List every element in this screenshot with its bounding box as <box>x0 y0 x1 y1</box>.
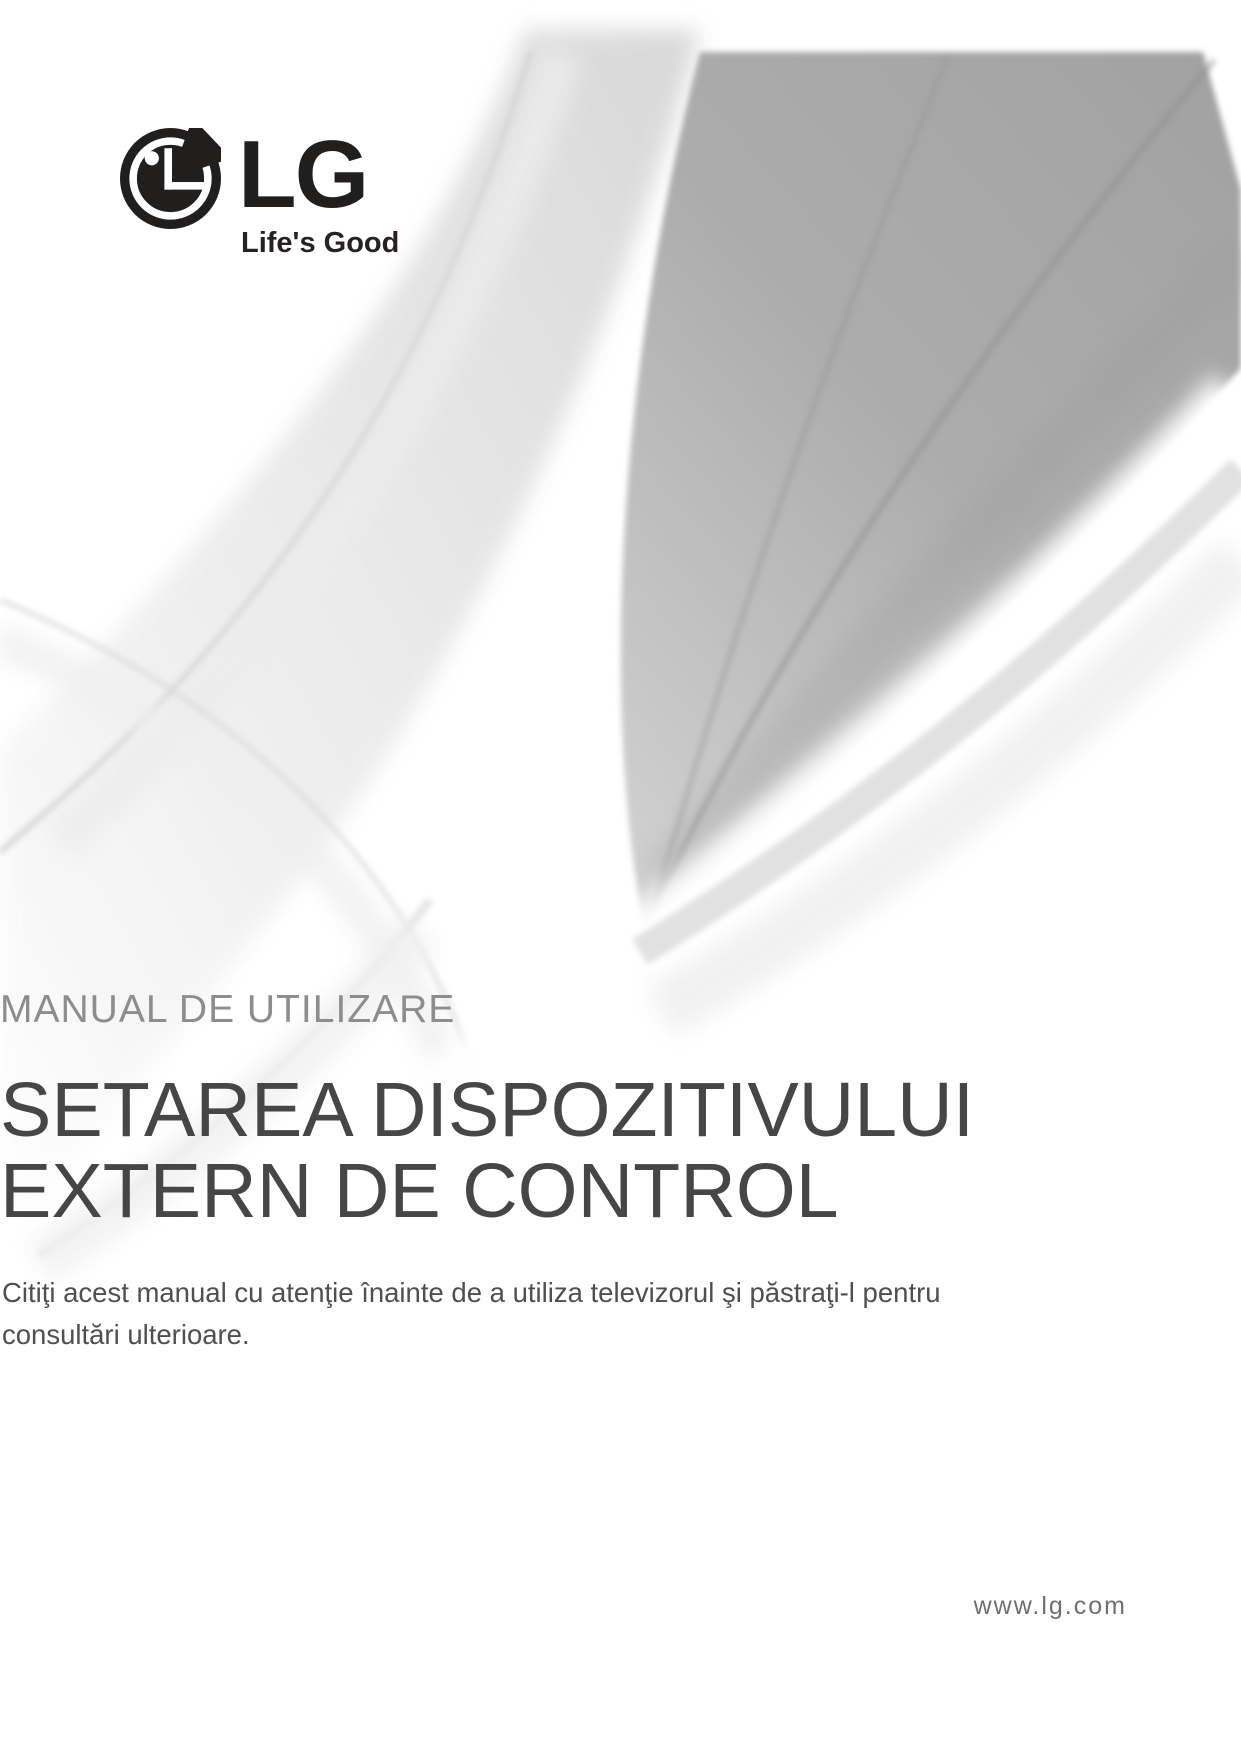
note-line-2: consultări ulterioare. <box>2 1319 250 1350</box>
lg-wordmark: LG <box>238 121 368 228</box>
lg-website-url: www.lg.com <box>973 1592 1127 1620</box>
manual-type-label: MANUAL DE UTILIZARE <box>0 988 456 1031</box>
lg-emblem-icon <box>120 128 221 229</box>
lg-tagline: Life's Good <box>241 227 400 259</box>
note-line-1: Citiţi acest manual cu atenţie înainte de a utiliza televizorul şi păstraţi-l pentru <box>2 1277 941 1308</box>
read-carefully-note <box>2 1272 1102 1356</box>
page-title-line-1: SETAREA DISPOZITIVULUI <box>0 1067 975 1153</box>
page-title-line-2: EXTERN DE CONTROL <box>0 1148 839 1234</box>
page-title <box>0 1067 1128 1234</box>
lg-logo <box>120 121 400 260</box>
